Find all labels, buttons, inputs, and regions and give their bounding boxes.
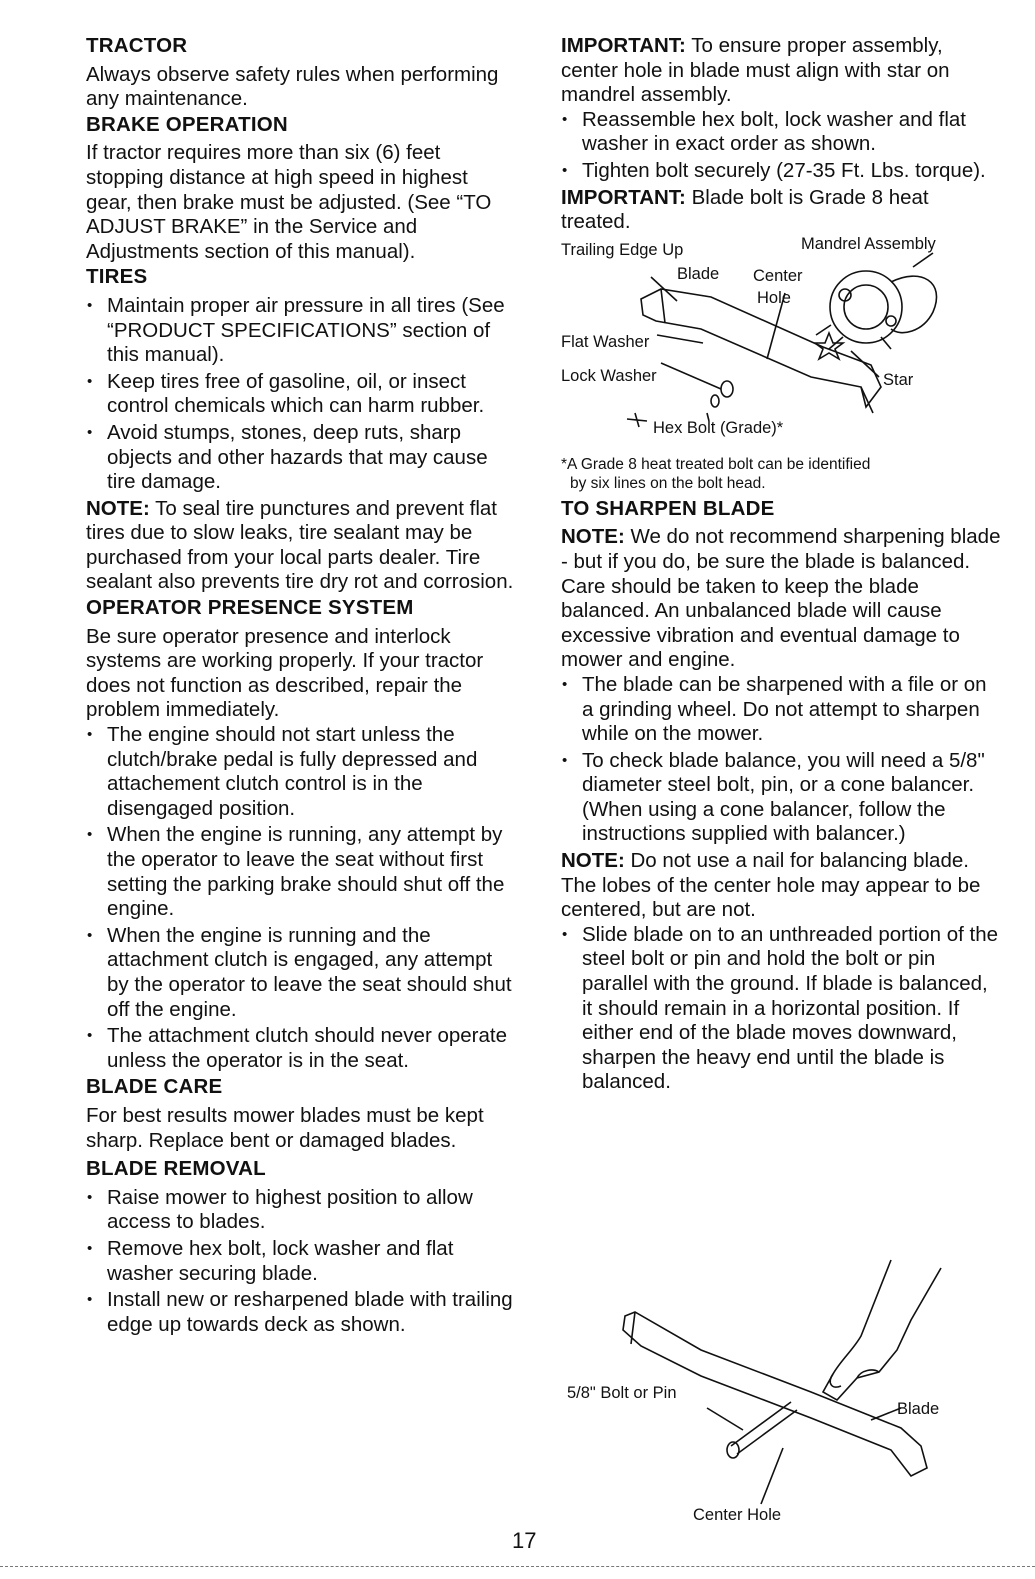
note-text: To seal tire punctures and prevent flat tires due to slow leaks, tire sealant may be purchased from your local parts dealer. Tire sealant also prevents tire dry rot and corrosion. [86,496,514,594]
note-label: NOTE: [86,496,150,520]
brake-operation-heading: BRAKE OPERATION [86,112,288,136]
list-item: • Install new or resharpened blade with trailing edge up towards deck as shown. [86,1288,518,1337]
note-text: Do not use a nail for balancing blade. The lobes of the center hole may appear to be centered, but are not. [561,849,981,922]
blade-care-text: For best results mower blades must be kept sharp. Replace bent or damaged blades. [86,1103,484,1152]
trailing-edge-up-label: Trailing Edge Up [561,240,684,259]
tires-heading: TIRES [86,265,148,289]
tires-list [86,294,518,495]
page-bottom-rule [0,1566,1035,1567]
center-label: Center [753,266,803,285]
important-label: IMPORTANT: [561,185,686,209]
important-label: IMPORTANT: [561,34,686,57]
blade-removal-list [86,1186,518,1338]
blade-removal-heading: BLADE REMOVAL [86,1157,266,1181]
page-number: 17 [512,1528,537,1553]
flat-washer-label: Flat Washer [561,332,650,351]
sharpen-blade-heading: TO SHARPEN BLADE [561,496,775,520]
nail-note [561,849,1001,923]
hex-bolt-label: Hex Bolt (Grade)* [653,418,784,437]
operator-presence-text: Be sure operator presence and interlock systems are working properly. If your tractor does not function as described, repair the problem immediately. [86,624,484,722]
sharpen-list [561,673,1001,847]
footnote-line: *A Grade 8 heat treated bolt can be identified [561,455,871,473]
blade-care-heading: BLADE CARE [86,1075,223,1099]
list-item: • The attachment clutch should never operate unless the operator is in the seat. [86,1024,518,1073]
operator-presence-heading: OPERATOR PRESENCE SYSTEM [86,596,414,620]
important-text: Blade bolt is Grade 8 heat treated. [561,185,929,234]
tire-sealant-note [86,497,518,595]
blade-balance-figure [561,1250,1001,1550]
left-column [86,34,518,1339]
footnote-line: by six lines on the bolt head. [570,474,766,492]
note-label: NOTE: [561,849,625,873]
note-text: We do not recommend sharpening blade - but if you do, be sure the blade is balanced. [561,525,1001,573]
list-item: • The engine should not start unless the clutch/brake pedal is fully depressed and attachement clutch control is in the disengaged position. [86,723,518,821]
grade-8-footnote [561,455,1001,493]
list-item: • When the engine is running and the attachment clutch is engaged, any attempt by the operator to leave the seat should shut off the engine. [86,924,518,1022]
list-item: • When the engine is running, any attempt by the operator to leave the seat without first setting the parking brake should shut off the engine. [86,823,518,921]
blade-label: Blade [897,1400,940,1418]
list-item: • Slide blade on to an unthreaded portion of the steel bolt or pin and hold the bolt or pin parallel with the ground. If blade is balanced, it should remain in a horizontal position. If either end of the blade moves downward, sharpen the heavy end until the blade is balanced. [561,923,1001,1095]
operator-presence-list [86,723,518,1073]
list-item: • Raise mower to highest position to allow access to blades. [86,1186,518,1235]
tractor-heading: TRACTOR [86,34,188,57]
list-item: • Keep tires free of gasoline, oil, or insect control chemicals which can harm rubber. [86,370,518,419]
center-hole-label: Center Hole [693,1506,782,1524]
assembly-list [561,108,1001,184]
list-item: • The blade can be sharpened with a file or on a grinding wheel. Do not attempt to sharpen while on the mower. [561,673,1001,747]
lock-washer-label: Lock Washer [561,366,657,385]
important-bolt-note [561,186,1001,235]
mandrel-assembly-label: Mandrel Assembly [801,234,936,253]
important-text: To ensure proper assembly, center hole in blade must align with star on mandrel assembly. [561,34,950,107]
hole-label: Hole [757,288,791,307]
care-text: Care should be taken to keep the blade balanced. An unbalanced blade will cause excessive vibration and eventual damage to mower and engine. [561,574,960,672]
balance-list [561,923,1001,1095]
star-label: Star [883,370,914,389]
bolt-or-pin-label: 5/8" Bolt or Pin [567,1384,677,1402]
note-label: NOTE: [561,525,625,549]
blade-label: Blade [677,264,720,283]
blade-assembly-figure [561,234,1001,455]
list-item: • Reassemble hex bolt, lock washer and flat washer in exact order as shown. [561,108,1001,157]
list-item: • Remove hex bolt, lock washer and flat washer securing blade. [86,1237,518,1286]
list-item: • Avoid stumps, stones, deep ruts, sharp objects and other hazards that may cause tire damage. [86,421,518,495]
list-item: • To check blade balance, you will need a 5/8" diameter steel bolt, pin, or a cone balancer. (When using a cone balancer, follow the instructions supplied with balancer.) [561,749,1001,847]
list-item: • Maintain proper air pressure in all tires (See “PRODUCT SPECIFICATIONS” section of this manual). [86,294,518,368]
important-alignment-note [561,34,1001,108]
list-item: • Tighten bolt securely (27-35 Ft. Lbs. torque). [561,159,1001,184]
brake-operation-text: If tractor requires more than six (6) feet stopping distance at high speed in highest gear, then brake must be adjusted. (See “TO ADJUST BRAKE” in the Service and Adjustments section of this manual). [86,141,492,263]
sharpen-note [561,525,1001,574]
right-column [561,34,1001,1097]
tractor-text: Always observe safety rules when performing any maintenance. [86,62,499,111]
